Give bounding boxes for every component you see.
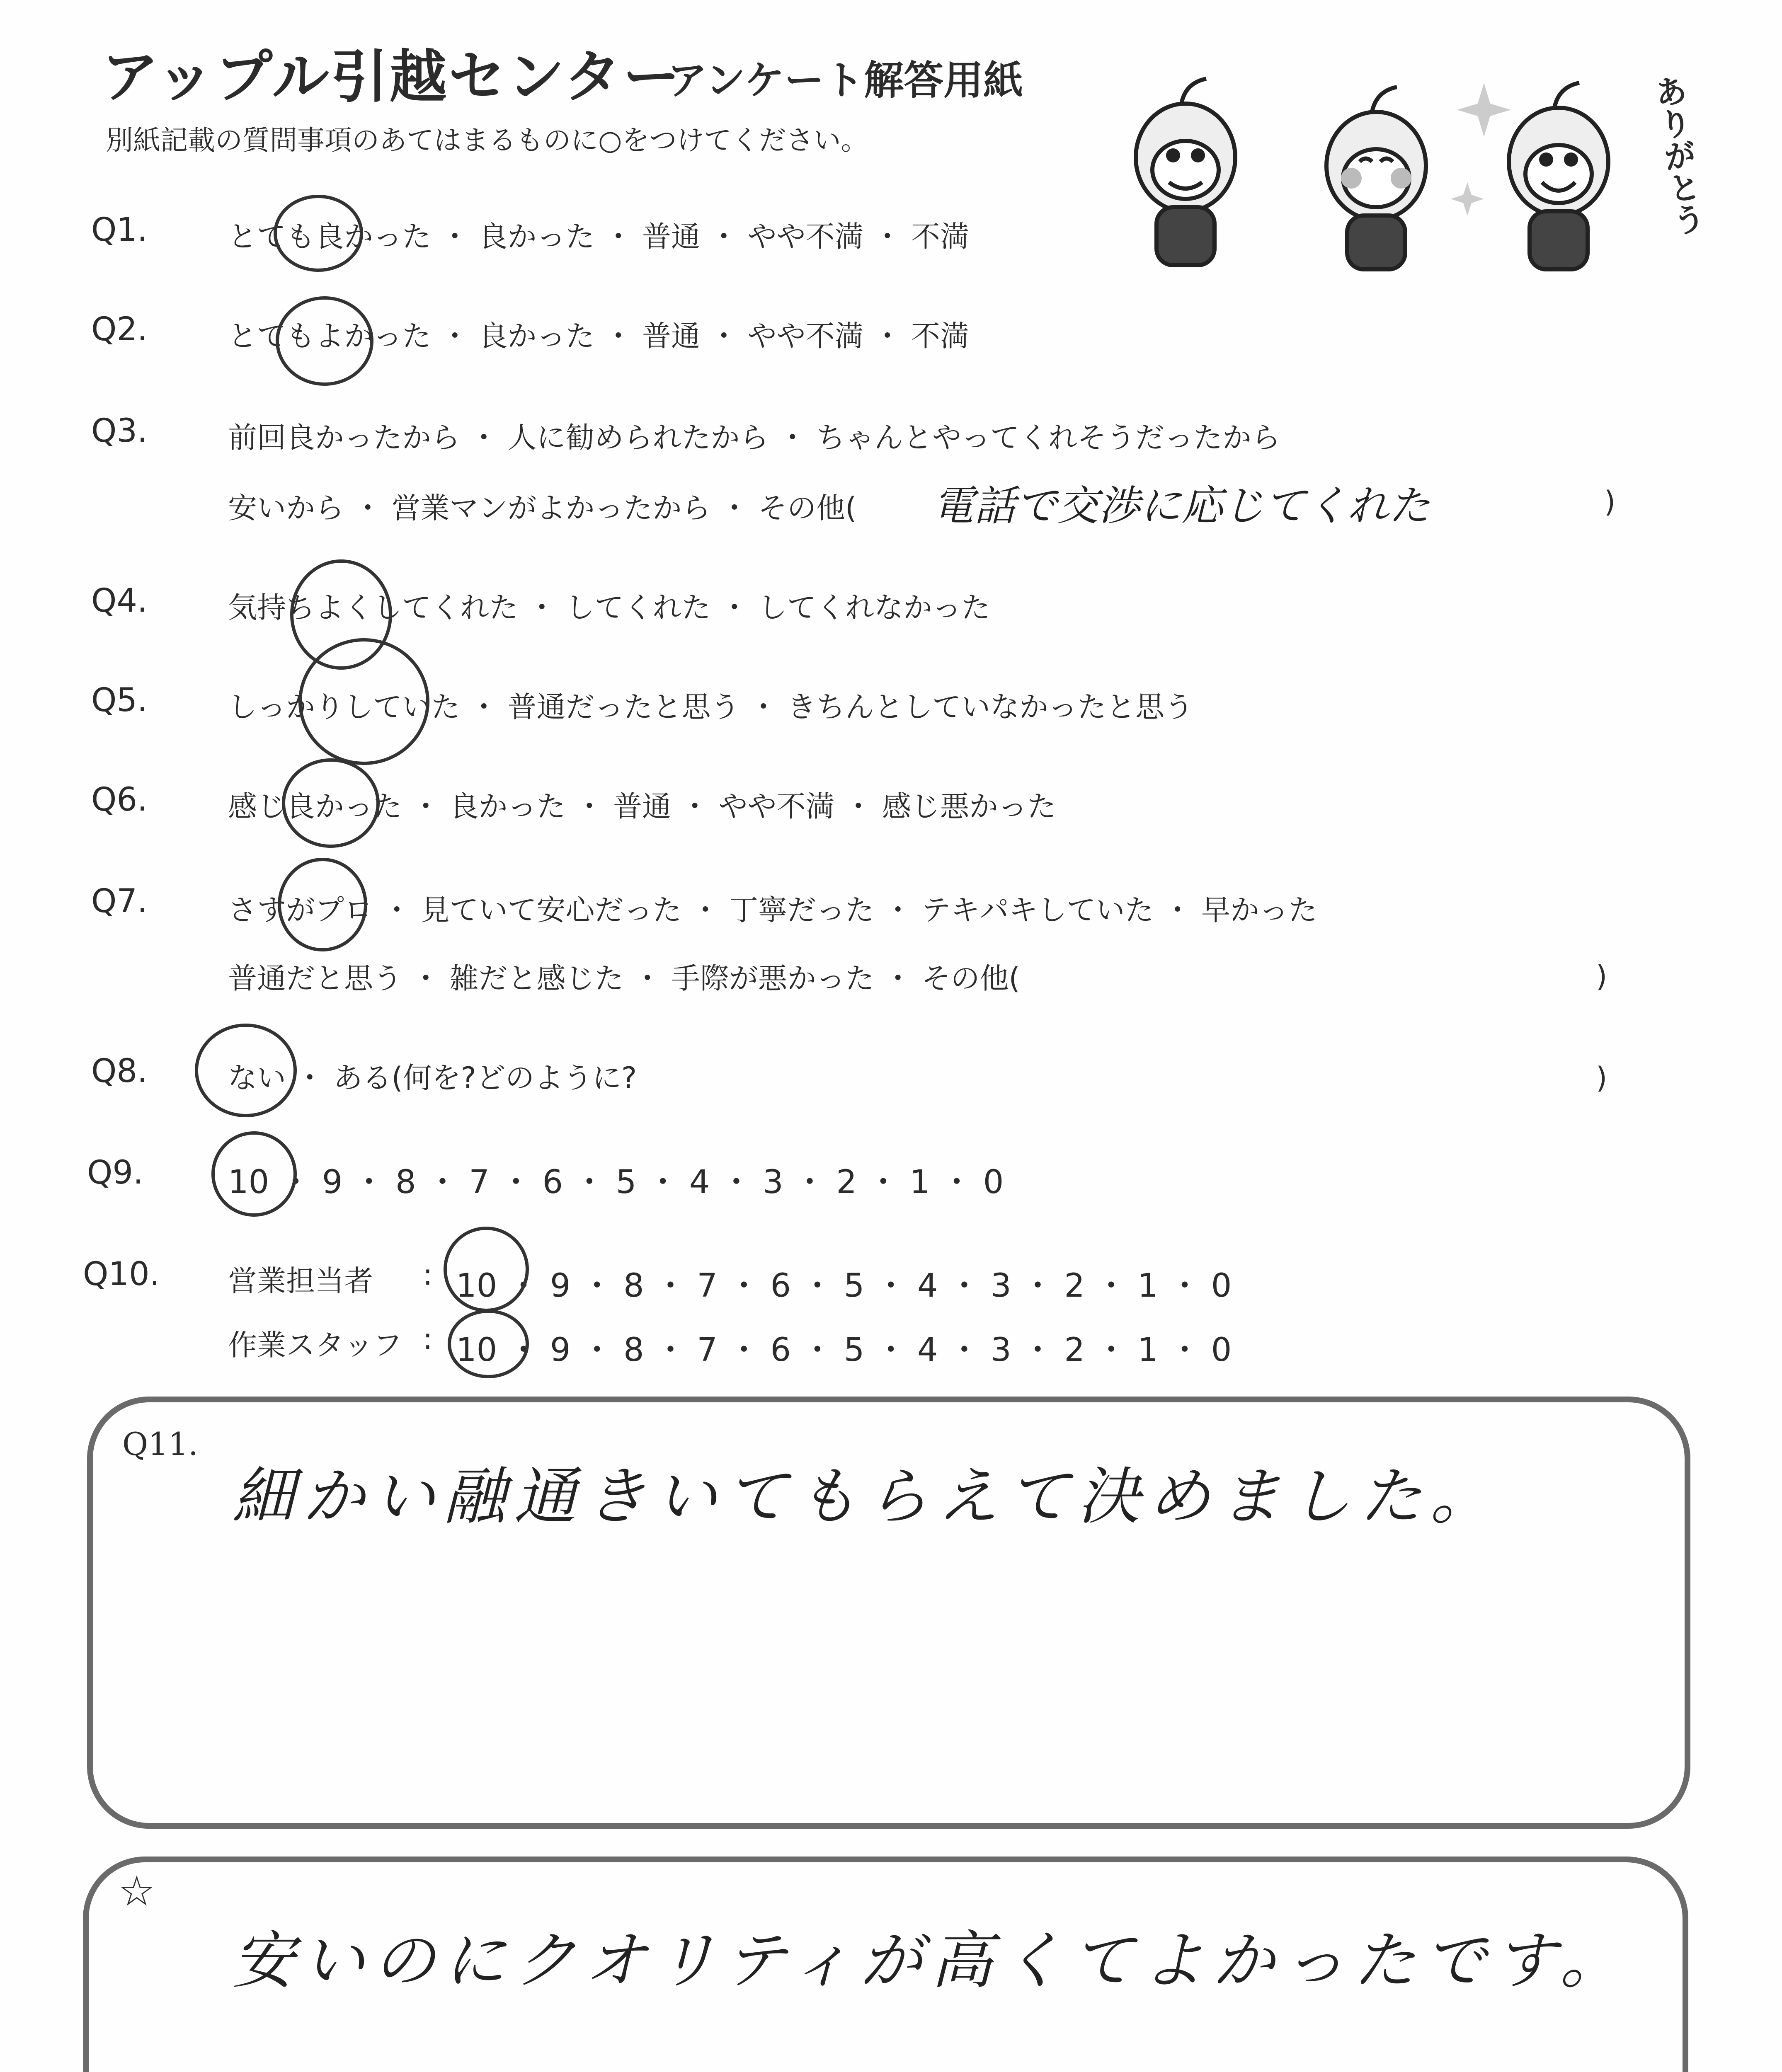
- instruction-text: 別紙記載の質問事項のあてはまるものに○をつけてください。: [106, 124, 868, 156]
- q11-answer: 細かい融通きいてもらえて決めました。: [232, 1461, 1501, 1533]
- star-label: ☆: [118, 1867, 155, 1915]
- q3-line1: 前回良かったから ・ 人に勧められたから ・ ちゃんとやってくれそうだったから: [228, 421, 1281, 455]
- q1-options: とても良かった ・ 良かった ・ 普通 ・ やや不満 ・ 不満: [228, 220, 970, 254]
- q6-options: 感じ良かった ・ 良かった ・ 普通 ・ やや不満 ・ 感じ悪かった: [228, 789, 1057, 823]
- q9-label: Q9.: [87, 1154, 143, 1191]
- q10-sales-scale: 10 ・ 9 ・ 8 ・ 7 ・ 6 ・ 5 ・ 4 ・ 3 ・ 2 ・ 1 ・ 0: [456, 1267, 1232, 1305]
- mascot-illustration: [1111, 58, 1700, 274]
- q3-other-answer: 電話で交渉に応じてくれた: [933, 482, 1430, 530]
- q5-options: しっかりしていた ・ 普通だったと思う ・ きちんとしていなかったと思う: [228, 690, 1194, 724]
- q7-label: Q7.: [91, 883, 148, 920]
- q7-line2: 普通だと思う ・ 雑だと感じた ・ 手際が悪かった ・ その他(: [228, 961, 1020, 995]
- q4-options: 気持ちよくしてくれた ・ してくれた ・ してくれなかった: [228, 591, 991, 625]
- q10-staff-label: 作業スタッフ: [228, 1328, 402, 1362]
- monkey-icon-3: [1509, 83, 1608, 269]
- q3-label: Q3.: [91, 412, 148, 450]
- q8-answer-mark: [195, 1024, 297, 1117]
- form-title: アップル引越センター: [102, 44, 682, 110]
- q10-sales-colon: :: [423, 1258, 433, 1292]
- q5-label: Q5.: [91, 682, 148, 719]
- q9-scale: 10 ・ 9 ・ 8 ・ 7 ・ 6 ・ 5 ・ 4 ・ 3 ・ 2 ・ 1 ・ 0: [228, 1164, 1004, 1201]
- thanks-text: ありがとう: [1647, 73, 1707, 238]
- q7-line1: さすがプロ ・ 見ていて安心だった ・ 丁寧だった ・ テキパキしていた ・ 早かった: [228, 893, 1318, 927]
- monkey-icon-2: [1326, 87, 1426, 269]
- q11-label: Q11.: [122, 1426, 199, 1462]
- q10-staff-answer-mark: [448, 1310, 529, 1378]
- q2-options: とてもよかった ・ 良かった ・ 普通 ・ やや不満 ・ 不満: [228, 319, 970, 353]
- q1-label: Q1.: [91, 211, 148, 249]
- q1-answer-mark: [274, 195, 363, 272]
- q5-answer-mark: [298, 638, 429, 765]
- q2-answer-mark: [276, 296, 373, 386]
- q4-label: Q4.: [91, 582, 148, 620]
- monkey-icon-1: [1136, 79, 1235, 265]
- q10-staff-scale: 10 ・ 9 ・ 8 ・ 7 ・ 6 ・ 5 ・ 4 ・ 3 ・ 2 ・ 1 ・ 0: [456, 1331, 1232, 1369]
- q10-sales-label: 営業担当者: [228, 1264, 373, 1298]
- q8-label: Q8.: [91, 1053, 148, 1090]
- q10-staff-colon: :: [423, 1322, 433, 1356]
- q10-label: Q10.: [83, 1256, 160, 1293]
- q2-label: Q2.: [91, 311, 148, 348]
- q6-label: Q6.: [91, 781, 148, 818]
- sparkle-icon: [1451, 83, 1511, 215]
- form-subtitle: アンケート解答用紙: [667, 57, 1023, 104]
- free-comment-text: 安いのにクオリティが高くてよかったです。: [232, 1925, 1631, 1997]
- q8-close-paren: ): [1596, 1061, 1607, 1095]
- q6-answer-mark: [282, 758, 380, 848]
- q10-sales-answer-mark: [444, 1227, 529, 1312]
- q9-answer-mark: [211, 1131, 297, 1217]
- q3-line2: 安いから ・ 営業マンがよかったから ・ その他(: [228, 491, 857, 525]
- q7-close-paren: ): [1596, 959, 1607, 993]
- q8-options: ない ・ ある(何を?どのように?: [228, 1061, 637, 1095]
- q3-close-paren: ): [1604, 485, 1616, 519]
- q7-answer-mark: [278, 858, 367, 951]
